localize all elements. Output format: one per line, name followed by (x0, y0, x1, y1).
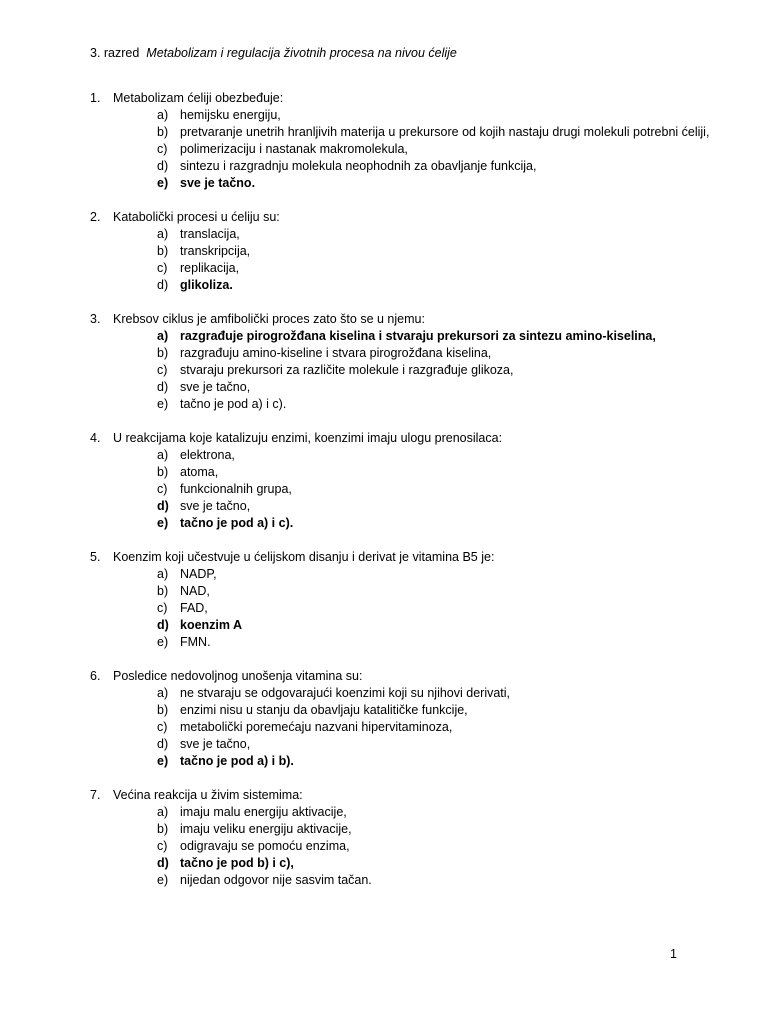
answer-option (90, 719, 710, 736)
question-text: Katabolički procesi u ćeliju su: (113, 210, 280, 224)
question-line (90, 90, 710, 107)
answer-option (90, 515, 710, 532)
option-text: translacija, (180, 227, 240, 241)
option-text: stvaraju prekursori za različite molekule i razgrađuje glikoza, (180, 363, 514, 377)
option-letter: a) (157, 227, 169, 241)
option-text: hemijsku energiju, (180, 108, 281, 122)
answer-option (90, 379, 710, 396)
question-item (90, 549, 710, 651)
option-letter: d) (157, 159, 169, 173)
answer-option (90, 447, 710, 464)
option-text: elektrona, (180, 448, 235, 462)
option-letter: b) (157, 244, 169, 258)
option-letter: a) (157, 448, 169, 462)
answer-option (90, 396, 710, 413)
answer-option (90, 328, 710, 345)
option-letter: d) (157, 380, 169, 394)
option-letter: d) (157, 737, 169, 751)
answer-option (90, 872, 710, 889)
question-number: 7. (90, 788, 101, 802)
answer-option (90, 107, 710, 124)
question-text: Krebsov ciklus je amfibolički proces zato što se u njemu: (113, 312, 425, 326)
option-text: sve je tačno, (180, 499, 251, 513)
option-text: funkcionalnih grupa, (180, 482, 292, 496)
option-text: tačno je pod b) i c), (180, 856, 294, 870)
option-text: enzimi nisu u stanju da obavljaju katalitičke funkcije, (180, 703, 468, 717)
option-letter: b) (157, 584, 169, 598)
question-list (90, 90, 710, 906)
option-text: NADP, (180, 567, 217, 581)
question-item (90, 787, 710, 889)
page-title (90, 45, 457, 62)
option-letter: b) (157, 346, 169, 360)
question-number: 3. (90, 312, 101, 326)
option-text: razgrađuje pirogrožđana kiselina i stvaraju prekursori za sintezu amino-kiselina, (180, 329, 656, 343)
option-text: sve je tačno, (180, 737, 251, 751)
option-text: sve je tačno, (180, 380, 251, 394)
answer-option (90, 753, 710, 770)
option-text: sintezu i razgradnju molekula neophodnih za obavljanje funkcija, (180, 159, 537, 173)
option-text: tačno je pod a) i c). (180, 516, 294, 530)
option-text: atoma, (180, 465, 219, 479)
answer-options (90, 226, 710, 294)
question-item (90, 430, 710, 532)
option-letter: e) (157, 397, 169, 411)
option-text: metabolički poremećaju nazvani hipervitaminoza, (180, 720, 453, 734)
option-letter: b) (157, 703, 169, 717)
question-item (90, 311, 710, 413)
question-item (90, 90, 710, 192)
option-text: imaju malu energiju aktivacije, (180, 805, 347, 819)
answer-option (90, 481, 710, 498)
option-text: replikacija, (180, 261, 240, 275)
option-letter: a) (157, 686, 169, 700)
question-text: Većina reakcija u živim sistemima: (113, 788, 303, 802)
option-letter: a) (157, 329, 169, 343)
option-text: FAD, (180, 601, 208, 615)
answer-option (90, 226, 710, 243)
option-letter: d) (157, 278, 169, 292)
option-letter: a) (157, 805, 169, 819)
option-text: transkripcija, (180, 244, 251, 258)
option-letter: d) (157, 856, 169, 870)
answer-option (90, 583, 710, 600)
option-letter: a) (157, 108, 169, 122)
answer-option (90, 685, 710, 702)
answer-option (90, 362, 710, 379)
question-line (90, 668, 710, 685)
option-text: NAD, (180, 584, 210, 598)
answer-options (90, 328, 710, 413)
question-number: 5. (90, 550, 101, 564)
answer-option (90, 566, 710, 583)
answer-option (90, 804, 710, 821)
option-text: FMN. (180, 635, 211, 649)
answer-option (90, 175, 710, 192)
option-text: imaju veliku energiju aktivacije, (180, 822, 352, 836)
option-text: pretvaranje unetrih hranljivih materija u prekursore od kojih nastaju drugi molekuli potrebni ćeliji, (180, 125, 710, 139)
option-letter: a) (157, 567, 169, 581)
answer-option (90, 838, 710, 855)
question-line (90, 209, 710, 226)
option-text: koenzim A (180, 618, 243, 632)
question-text: Koenzim koji učestvuje u ćelijskom disanju i derivat je vitamina B5 je: (113, 550, 495, 564)
question-item (90, 209, 710, 294)
page-number: 1 (670, 947, 677, 961)
question-line (90, 430, 710, 447)
option-text: tačno je pod a) i b). (180, 754, 294, 768)
question-item (90, 668, 710, 770)
option-letter: e) (157, 516, 169, 530)
option-text: tačno je pod a) i c). (180, 397, 287, 411)
answer-option (90, 260, 710, 277)
answer-option (90, 345, 710, 362)
question-number: 6. (90, 669, 101, 683)
answer-option (90, 141, 710, 158)
option-text: glikoliza. (180, 278, 233, 292)
option-letter: b) (157, 822, 169, 836)
option-text: odigravaju se pomoću enzima, (180, 839, 350, 853)
question-number: 4. (90, 431, 101, 445)
answer-option (90, 617, 710, 634)
answer-option (90, 124, 710, 141)
answer-options (90, 566, 710, 651)
option-letter: c) (157, 601, 168, 615)
option-text: sve je tačno. (180, 176, 256, 190)
option-letter: e) (157, 176, 169, 190)
option-letter: b) (157, 465, 169, 479)
option-text: polimerizaciju i nastanak makromolekula, (180, 142, 408, 156)
answer-option (90, 702, 710, 719)
question-text: U reakcijama koje katalizuju enzimi, koenzimi imaju ulogu prenosilaca: (113, 431, 503, 445)
grade-label: 3. razred (90, 46, 140, 60)
answer-option (90, 736, 710, 753)
answer-option (90, 464, 710, 481)
question-line (90, 549, 710, 566)
option-letter: c) (157, 363, 168, 377)
answer-option (90, 277, 710, 294)
question-text: Metabolizam ćeliji obezbeđuje: (113, 91, 284, 105)
answer-option (90, 243, 710, 260)
option-letter: c) (157, 482, 168, 496)
answer-option (90, 158, 710, 175)
answer-options (90, 447, 710, 532)
option-letter: d) (157, 618, 169, 632)
answer-option (90, 634, 710, 651)
option-letter: e) (157, 635, 169, 649)
answer-options (90, 685, 710, 770)
question-number: 2. (90, 210, 101, 224)
option-letter: b) (157, 125, 169, 139)
question-text: Posledice nedovoljnog unošenja vitamina su: (113, 669, 363, 683)
answer-option (90, 498, 710, 515)
answer-options (90, 804, 710, 889)
answer-option (90, 855, 710, 872)
option-letter: c) (157, 839, 168, 853)
subject-title: Metabolizam i regulacija životnih procesa na nivou ćelije (146, 46, 457, 60)
question-line (90, 311, 710, 328)
answer-options (90, 107, 710, 192)
option-text: ne stvaraju se odgovarajući koenzimi koji su njihovi derivati, (180, 686, 511, 700)
option-text: razgrađuju amino-kiseline i stvara pirogrožđana kiselina, (180, 346, 492, 360)
question-number: 1. (90, 91, 101, 105)
option-letter: c) (157, 261, 168, 275)
answer-option (90, 600, 710, 617)
answer-option (90, 821, 710, 838)
option-letter: e) (157, 873, 169, 887)
option-letter: d) (157, 499, 169, 513)
option-letter: c) (157, 720, 168, 734)
option-letter: e) (157, 754, 169, 768)
option-text: nijedan odgovor nije sasvim tačan. (180, 873, 372, 887)
option-letter: c) (157, 142, 168, 156)
question-line (90, 787, 710, 804)
